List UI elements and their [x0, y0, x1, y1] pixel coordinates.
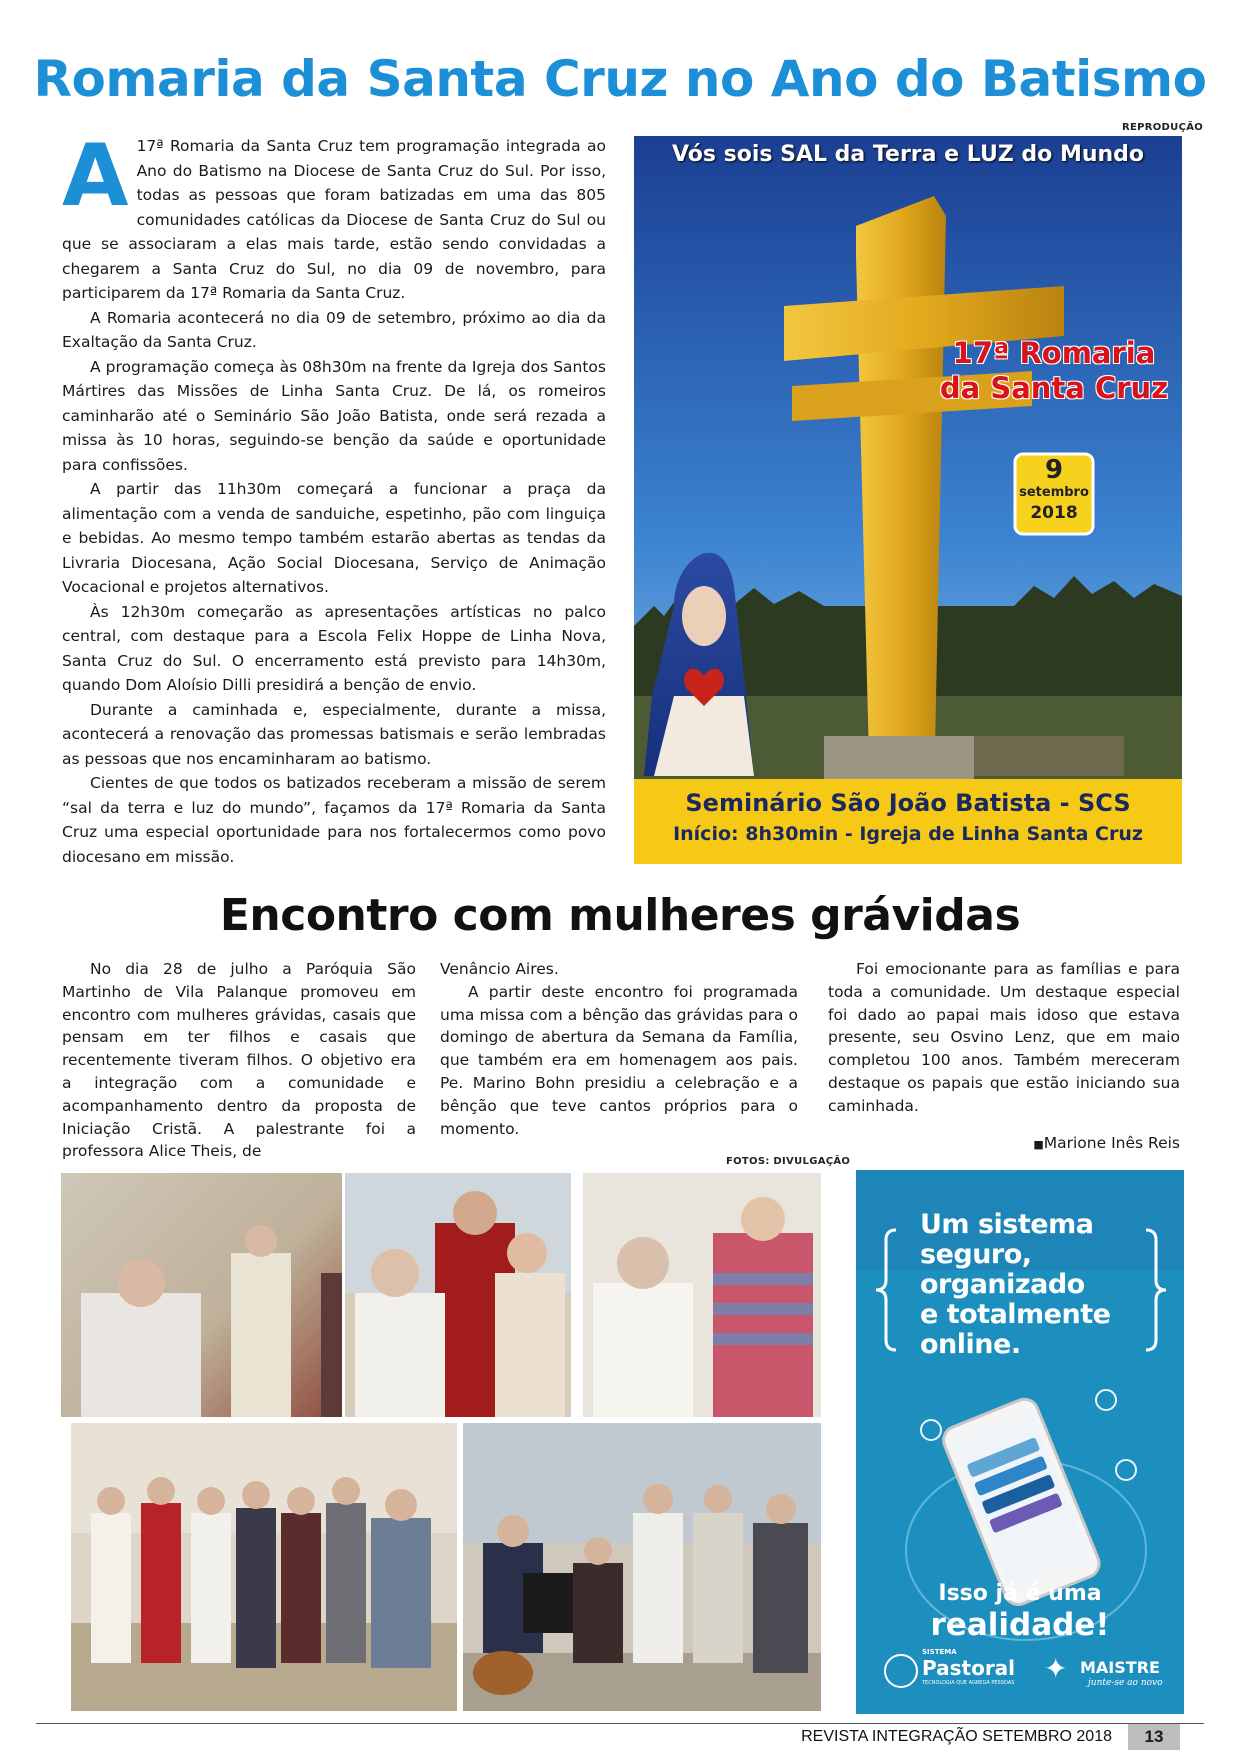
photo-blessing-2	[342, 1170, 574, 1420]
ad-headline: Um sistema seguro, organizado e totalmente online.	[920, 1209, 1111, 1360]
article-body	[62, 126, 606, 869]
poster-artwork	[634, 136, 1182, 864]
paragraph: Às 12h30m começarão as apresentações artísticas no palco central, com destaque para a Escola Felix Hoppe de Linha Nova, Santa Cruz do Sul. O encerramento está previsto para 14h30m, quando Dom Aloísio Dilli presidirá a benção de envio.	[62, 602, 606, 694]
paragraph: No dia 28 de julho a Paróquia São Martinho de Vila Palanque promoveu em encontro com mulheres grávidas, casais que pensam em ter filhos e casais que recentemente tiveram filhos. O objetivo era a integração com a comunidade e acompanhamento dentro da proposta de Iniciação Cristã. A palestrante foi a professora Alice Theis, de	[62, 960, 416, 1161]
advertisement[interactable]: Um sistema seguro, organizado e totalmente online. Isso já é uma realidade! SISTEMA Pastoral TECNOLOGIA QUE AGREGA PESSOAS ✦ MAISTRE junte-se ao novo	[856, 1170, 1184, 1714]
article2-column-3	[828, 958, 1180, 1118]
paragraph: A partir deste encontro foi programada uma missa com a bênção das grávidas para o domingo de abertura da Semana da Família, que também era em homenagem aos pais. Pe. Marino Bohn presidiu a celebração e a bênção que teve cantos próprios para o momento.	[440, 982, 798, 1138]
article-title: Romaria da Santa Cruz no Ano do Batismo	[33, 50, 1207, 108]
drop-cap: A	[62, 126, 129, 226]
photo-musicians	[460, 1420, 824, 1714]
dove-icon: ✦	[1044, 1652, 1068, 1685]
footer-divider	[36, 1723, 1204, 1724]
poster-date-badge: 9 setembro 2018	[1019, 455, 1089, 523]
photo-credit-2: FOTOS: DIVULGAÇÃO	[726, 1156, 851, 1167]
poster-venue-banner: Seminário São João Batista - SCS Início: 8h30min - Igreja de Linha Santa Cruz	[673, 789, 1143, 845]
paragraph: Durante a caminhada e, especialmente, durante a missa, acontecerá a renovação das promessas batismais e serão lembradas as pessoas que nos encaminharam ao batismo.	[62, 700, 606, 768]
page-number: 13	[1128, 1724, 1180, 1750]
paragraph: A 17ª Romaria da Santa Cruz tem programação integrada ao Ano do Batismo na Diocese de Santa Cruz do Sul. Por isso, todas as pessoas que foram batizadas em uma das 805 comunidades católicas da Diocese de Santa Cruz do Sul ou que se associaram a elas mais tarde, estão sendo convidadas a chegarem a Santa Cruz do Sul, no dia 09 de novembro, para participarem da 17ª Romaria da Santa Cruz.	[62, 126, 606, 302]
paragraph: Cientes de que todos os batizados receberam a missão de serem “sal da terra e luz do mundo”, façamos da 17ª Romaria da Santa Cruz uma especial oportunidade para nos fortalecermos como povo diocesano em missão.	[62, 774, 606, 866]
photo-blessing-3	[580, 1170, 824, 1420]
poster-headline: Vós sois SAL da Terra e LUZ do Mundo	[671, 142, 1145, 167]
paragraph: A programação começa às 08h30m na frente da Igreja dos Santos Mártires das Missões de Linha Santa Cruz. De lá, os romeiros caminharão até o Seminário São João Batista, onde será rezada a missa às 10 horas, seguindo-se benção da saúde e oportunidade para confissões.	[62, 357, 606, 474]
paragraph: Foi emocionante para as famílias e para toda a comunidade. Um destaque especial foi dado ao papai mais idoso que estava presente, seu Osvino Lenz, que em maio completou 100 anos. Também mereceram destaque os papais que estão iniciando sua caminhada.	[828, 960, 1180, 1115]
article2-column-1	[62, 958, 416, 1163]
article-title-2: Encontro com mulheres grávidas	[219, 890, 1021, 941]
publication-name: REVISTA INTEGRAÇÃO SETEMBRO 2018	[801, 1728, 1112, 1745]
paragraph: Venâncio Aires.	[440, 960, 559, 978]
pastoral-logo-icon	[884, 1654, 918, 1688]
article2-column-2	[440, 958, 798, 1140]
poster-event-title: 17ª Romaria da Santa Cruz	[939, 336, 1169, 405]
ad-tagline: Isso já é uma realidade!	[930, 1581, 1110, 1643]
author-byline: ■Marione Inês Reis	[1033, 1134, 1180, 1152]
photo-couples-praying	[68, 1420, 460, 1714]
paragraph: A partir das 11h30m começará a funcionar a praça da alimentação com a venda de sanduiche, espetinho, pão com linguiça e bebidas. Ao mesmo tempo também estarão abertas as tendas da Livraria Diocesana, Ação Social Diocesana, Serviço de Animação Vocacional e projetos alternativos.	[62, 480, 606, 596]
photo-credit: REPRODUÇÃO	[1122, 122, 1204, 133]
event-poster	[634, 136, 1182, 864]
paragraph: A Romaria acontecerá no dia 09 de setembro, próximo ao dia da Exaltação da Santa Cruz.	[62, 308, 606, 351]
